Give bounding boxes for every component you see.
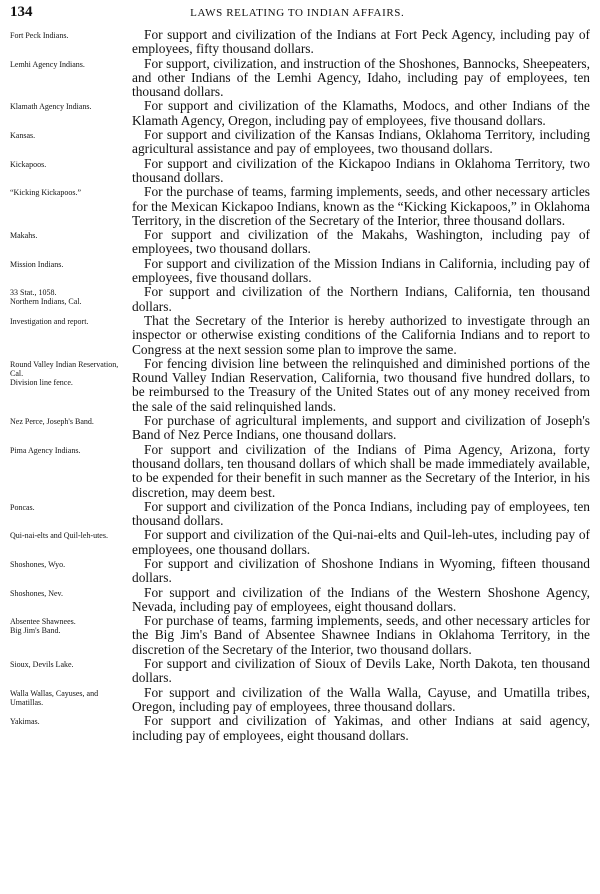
- margin-note: [10, 128, 132, 140]
- margin-note: [10, 586, 132, 598]
- margin-note-line: Round Valley Indian Reservation, Cal.: [10, 359, 119, 378]
- appropriation-entry: [10, 686, 590, 715]
- margin-note-line: 33 Stat., 1058.: [10, 288, 57, 298]
- appropriation-entry: [10, 28, 590, 57]
- margin-note-line: Nez Perce, Joseph's Band.: [10, 417, 94, 427]
- appropriation-entry: [10, 285, 590, 314]
- appropriation-entry: [10, 314, 590, 357]
- entry-text: For support and civilization of the Makahs, Washington, including pay of employees, two thousand dollars.: [132, 227, 590, 257]
- margin-note-line: Absentee Shawnees.: [10, 617, 76, 627]
- appropriation-entry: [10, 257, 590, 286]
- appropriation-entry: [10, 714, 590, 743]
- margin-note: [10, 443, 132, 455]
- appropriation-entry: [10, 528, 590, 557]
- margin-note: [10, 414, 132, 426]
- entry-text: For support and civilization of the Northern Indians, California, ten thousand dollars.: [132, 284, 590, 314]
- appropriation-entry: [10, 185, 590, 228]
- margin-note-line: Sioux, Devils Lake.: [10, 660, 74, 670]
- appropriation-entry: [10, 443, 590, 500]
- margin-note: [10, 228, 132, 240]
- margin-note-line: Kickapoos.: [10, 159, 47, 169]
- margin-note: [10, 28, 132, 40]
- entry-text: For support and civilization of Sioux of Devils Lake, North Dakota, ten thousand dollars.: [132, 656, 590, 686]
- margin-note-line: Lemhi Agency Indians.: [10, 59, 85, 69]
- appropriation-entry: [10, 357, 590, 414]
- margin-note-line: Makahs.: [10, 231, 38, 241]
- appropriation-entry: [10, 157, 590, 186]
- appropriation-entry: [10, 99, 590, 128]
- margin-note-line: Klamath Agency Indians.: [10, 102, 92, 112]
- margin-note-line: Qui-nai-elts and Quil-leh-utes.: [10, 531, 108, 541]
- margin-note-line: Fort Peck Indians.: [10, 31, 69, 40]
- entry-text: For support and civilization of Shoshone Indians in Wyoming, fifteen thousand dollars.: [132, 555, 590, 586]
- appropriation-entry: [10, 557, 590, 586]
- margin-note-line: Big Jim's Band.: [10, 626, 61, 636]
- margin-note-line: Yakimas.: [10, 717, 40, 727]
- margin-note: [10, 185, 132, 197]
- entry-text: For purchase of teams, farming implements, seeds, and other necessary articles for the Big Jim's Band of Absentee Shawnee Indians in Oklahoma Territory, in the discretion of the Secretary of the Interior, two thousand dollars.: [132, 613, 590, 657]
- entry-text: For fencing division line between the relinquished and diminished portions of the Round Valley Indian Reservation, California, two thousand five hundred dollars, to be reimbursed to the Treasury of the United States out of any money received from the sale of the said relinquished lands.: [132, 355, 590, 414]
- entry-text: For support and civilization of Yakimas, and other Indians at said agency, including pay of employees, eight thousand dollars.: [132, 713, 590, 743]
- margin-note: [10, 57, 132, 69]
- margin-note: [10, 314, 132, 326]
- entry-text: For support and civilization of the Mission Indians in California, including pay of employees, five thousand dollars.: [132, 255, 590, 286]
- appropriation-entry: [10, 57, 590, 100]
- appropriation-entry: [10, 586, 590, 615]
- margin-note: [10, 614, 132, 635]
- entry-text: For support and civilization of the Indians of Pima Agency, Arizona, forty thousand dollars, ten thousand dollars of which shall be made immediately available, to be expended for their benefit in such manner as the Secretary of the Interior, in his discretion, may deem best.: [132, 441, 590, 500]
- entry-text: For support and civilization of the Walla Walla, Cayuse, and Umatilla tribes, Oregon, including pay of employees, three thousand dollars.: [132, 684, 590, 714]
- margin-note: [10, 285, 132, 306]
- entry-text: For support and civilization of the Qui-nai-elts and Quil-leh-utes, including pay of employees, one thousand dollars.: [132, 527, 590, 557]
- margin-note: [10, 500, 132, 512]
- margin-note-line: Northern Indians, Cal.: [10, 297, 82, 307]
- page-number: 134: [10, 4, 33, 20]
- appropriation-entry: [10, 228, 590, 257]
- entry-text: For support and civilization of the Indians at Fort Peck Agency, including pay of employees, fifty thousand dollars.: [132, 27, 590, 57]
- entry-text: For support and civilization of the Indians of the Western Shoshone Agency, Nevada, including pay of employees, eight thousand dollars.: [132, 584, 590, 614]
- entry-text: For support, civilization, and instruction of the Shoshones, Bannocks, Sheepeaters, and other Indians of the Lemhi Agency, Idaho, including pay of employees, ten thousand dollars.: [132, 55, 590, 100]
- entry-text: For support and civilization of the Kansas Indians, Oklahoma Territory, including agricultural assistance and pay of employees, two thousand dollars.: [132, 127, 590, 157]
- margin-note: [10, 257, 132, 269]
- margin-note-line: Investigation and report.: [10, 316, 89, 326]
- entry-text: For support and civilization of the Kickapoo Indians in Oklahoma Territory, two thousand dollars.: [132, 155, 590, 185]
- margin-note-line: Mission Indians.: [10, 259, 64, 269]
- entry-text: For the purchase of teams, farming implements, seeds, and other necessary articles for the Mexican Kickapoo Indians, known as the “Kicking Kickapoos,” in Oklahoma Territory, in the discretion of the Secretary of the Interior, three thousand dollars.: [132, 184, 590, 228]
- margin-note-line: Pima Agency Indians.: [10, 445, 81, 455]
- appropriation-entries: [10, 28, 590, 743]
- appropriation-entry: [10, 500, 590, 529]
- page-header: [10, 4, 590, 26]
- margin-note: [10, 357, 132, 387]
- entry-text: For support and civilization of the Ponca Indians, including pay of employees, ten thousand dollars.: [132, 498, 590, 529]
- entry-text: For support and civilization of the Klamaths, Modocs, and other Indians of the Klamath Agency, Oregon, including pay of employees, five thousand dollars.: [132, 98, 590, 128]
- margin-note-line: Division line fence.: [10, 377, 73, 387]
- margin-note: [10, 557, 132, 569]
- margin-note: [10, 528, 132, 540]
- margin-note: [10, 686, 132, 707]
- margin-note: [10, 99, 132, 111]
- margin-note-line: “Kicking Kickapoos.”: [10, 188, 82, 198]
- appropriation-entry: [10, 657, 590, 686]
- margin-note-line: Shoshones, Nev.: [10, 588, 64, 598]
- appropriation-entry: [10, 128, 590, 157]
- appropriation-entry: [10, 414, 590, 443]
- margin-note-line: Walla Wallas, Cayuses, and Umatillas.: [10, 688, 99, 707]
- entry-text: For purchase of agricultural implements, and support and civilization of Joseph's Band of Nez Perce Indians, one thousand dollars.: [132, 413, 590, 443]
- margin-note-line: Shoshones, Wyo.: [10, 559, 66, 569]
- appropriation-entry: [10, 614, 590, 657]
- margin-note-line: Poncas.: [10, 502, 35, 512]
- margin-note-line: Kansas.: [10, 131, 36, 141]
- margin-note: [10, 157, 132, 169]
- running-title: LAWS RELATING TO INDIAN AFFAIRS.: [190, 7, 405, 19]
- margin-note: [10, 657, 132, 669]
- entry-text: That the Secretary of the Interior is hereby authorized to investigate through an inspector or otherwise existing conditions of the California Indians and to report to Congress at the next session some plan to improve the same.: [132, 312, 590, 357]
- margin-note: [10, 714, 132, 726]
